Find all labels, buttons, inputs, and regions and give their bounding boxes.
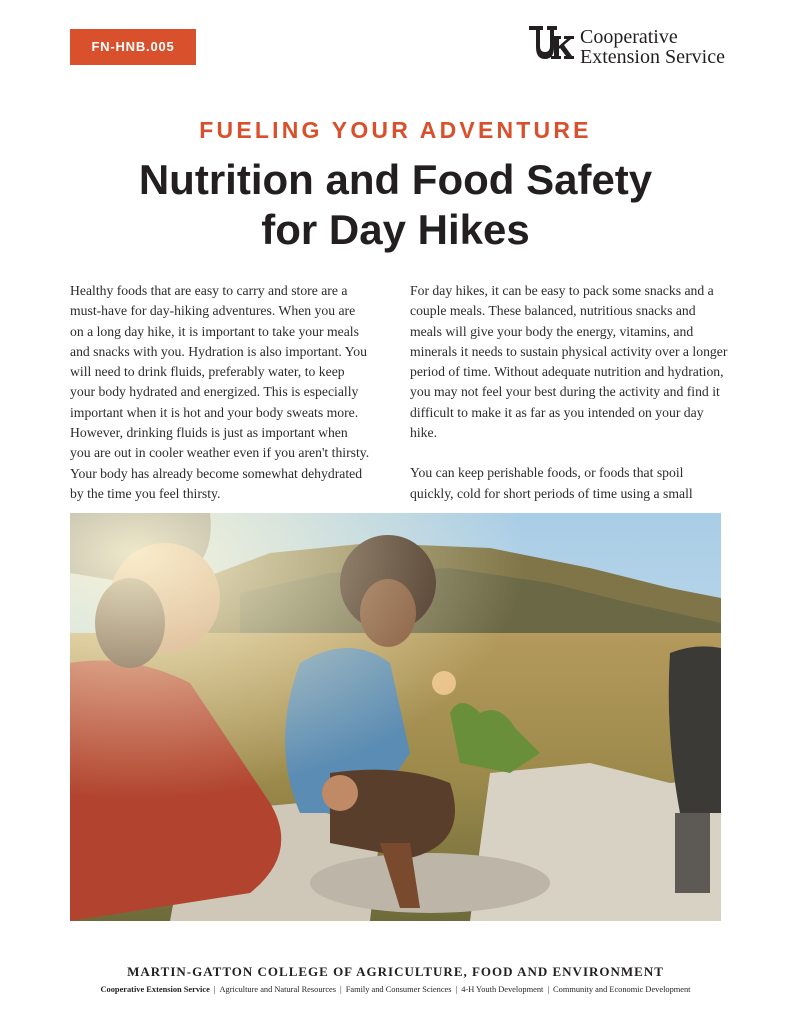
uk-extension-logo <box>527 24 752 74</box>
program-units-list <box>0 985 791 994</box>
snacks-paragraph: For day hikes, it can be easy to pack some snacks and a couple meals. These balanced, nutritious snacks and meals will give your body the energy, vitamins, and minerals it needs to sustain physical activity over a longer period of time. Without adequate nutrition and hydration, you may not feel your best during the activity and find it difficult to make it as far as you intended on your day hike. <box>410 283 728 441</box>
college-name: MARTIN-GATTON COLLEGE OF AGRICULTURE, FOOD AND ENVIRONMENT <box>127 964 664 979</box>
hikers-eating-photo <box>70 513 721 921</box>
logo-line-2: Extension Service <box>580 46 725 68</box>
series-kicker: FUELING YOUR ADVENTURE <box>199 117 592 143</box>
unit-community: Community and Economic Development <box>553 985 691 994</box>
unit-extension: Cooperative Extension Service <box>100 985 210 994</box>
uk-monogram-icon <box>527 24 575 62</box>
page-title <box>40 155 751 255</box>
logo-wordmark <box>580 27 725 67</box>
title-line-1: Nutrition and Food Safety <box>138 156 653 203</box>
unit-separator: | <box>455 985 458 994</box>
title-line-2: for Day Hikes <box>261 206 530 253</box>
unit-separator: | <box>213 985 216 994</box>
body-column-right <box>410 281 728 504</box>
unit-separator: | <box>547 985 550 994</box>
publication-number-badge: FN-HNB.005 <box>70 29 196 65</box>
unit-4h: 4-H Youth Development <box>461 985 544 994</box>
body-column-left <box>70 281 370 504</box>
logo-line-1: Cooperative <box>580 26 678 48</box>
unit-separator: | <box>340 985 342 994</box>
unit-agriculture: Agriculture and Natural Resources <box>219 985 337 994</box>
perishable-paragraph: You can keep perishable foods, or foods that spoil quickly, cold for short periods of time using a small <box>410 465 693 501</box>
unit-family-consumer: Family and Consumer Sciences <box>345 985 452 994</box>
intro-paragraph: Healthy foods that are easy to carry and store are a must-have for day-hiking adventures. When you are on a long day hike, it is important to take your meals and snacks with you. Hydration is also important. You will need to drink fluids, preferably water, to keep your body hydrated and energized. This is especially important when it is hot and your body sweats more. However, drinking fluids is just as important when you are out in cooler weather even if you aren't thirsty. Your body has already become somewhat dehydrated by the time you feel thirsty. <box>70 283 370 501</box>
